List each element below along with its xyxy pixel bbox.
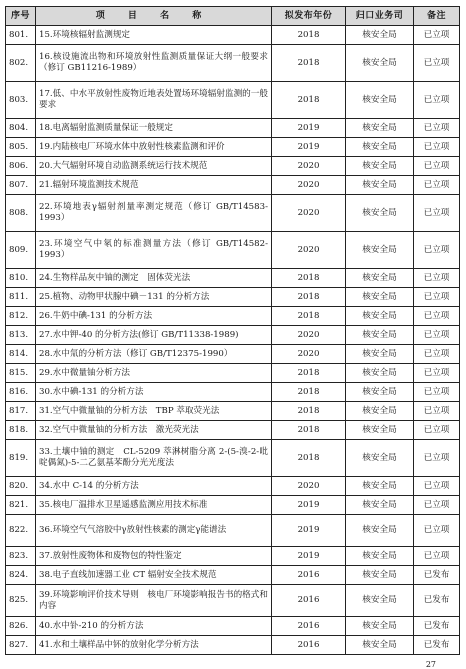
row-project-name: 32.空气中微量铀的分析方法 激光荧光法: [36, 421, 272, 440]
row-year: 2018: [272, 288, 346, 307]
table-row: [6, 547, 460, 566]
row-dept: 核安全局: [346, 345, 414, 364]
row-number: 821.: [6, 496, 36, 515]
row-year: 2016: [272, 636, 346, 655]
row-year: 2016: [272, 617, 346, 636]
row-project-name: 40.水中钋-210 的分析方法: [36, 617, 272, 636]
row-number: 824.: [6, 566, 36, 585]
row-project-name: 29.水中微量铀分析方法: [36, 364, 272, 383]
row-remark: 已立项: [414, 82, 460, 119]
row-dept: 核安全局: [346, 326, 414, 345]
row-year: 2019: [272, 496, 346, 515]
row-year: 2019: [272, 515, 346, 547]
row-dept: 核安全局: [346, 307, 414, 326]
row-project-name: 17.低、中水平放射性废物近地表处置场环境辐射监测的一般要求: [36, 82, 272, 119]
row-dept: 核安全局: [346, 617, 414, 636]
row-dept: 核安全局: [346, 119, 414, 138]
header-remark: 备注: [414, 7, 460, 26]
row-project-name: 15.环境核辐射监测规定: [36, 26, 272, 45]
row-year: 2019: [272, 547, 346, 566]
table-row: [6, 636, 460, 655]
row-number: 816.: [6, 383, 36, 402]
row-number: 814.: [6, 345, 36, 364]
row-number: 822.: [6, 515, 36, 547]
row-project-name: 27.水中钾-40 的分析方法(修订 GB/T11338-1989): [36, 326, 272, 345]
header-project: 项 目 名 称: [36, 7, 272, 26]
row-number: 813.: [6, 326, 36, 345]
row-number: 810.: [6, 269, 36, 288]
row-number: 804.: [6, 119, 36, 138]
row-remark: 已立项: [414, 345, 460, 364]
row-year: 2018: [272, 421, 346, 440]
row-project-name: 35.核电厂温排水卫星遥感监测应用技术标准: [36, 496, 272, 515]
table-row: [6, 515, 460, 547]
row-project-name: 24.生物样品灰中铀的测定 固体荧光法: [36, 269, 272, 288]
row-year: 2020: [272, 477, 346, 496]
row-year: 2018: [272, 307, 346, 326]
row-remark: 已立项: [414, 45, 460, 82]
table-row: [6, 585, 460, 617]
row-year: 2020: [272, 195, 346, 232]
table-row: [6, 421, 460, 440]
row-remark: 已立项: [414, 364, 460, 383]
table-row: [6, 326, 460, 345]
row-project-name: 28.水中氚的分析方法（修订 GB/T12375-1990）: [36, 345, 272, 364]
row-number: 809.: [6, 232, 36, 269]
page-number: 27: [425, 660, 436, 669]
table-row: [6, 617, 460, 636]
row-year: 2018: [272, 402, 346, 421]
row-remark: 已立项: [414, 176, 460, 195]
row-number: 819.: [6, 440, 36, 477]
row-remark: 已立项: [414, 547, 460, 566]
table-row: [6, 402, 460, 421]
row-number: 801.: [6, 26, 36, 45]
row-project-name: 37.放射性废物体和废物包的特性鉴定: [36, 547, 272, 566]
row-year: 2018: [272, 269, 346, 288]
table-header-row: [6, 7, 460, 26]
row-project-name: 30.水中碘-131 的分析方法: [36, 383, 272, 402]
table-row: [6, 477, 460, 496]
row-remark: 已立项: [414, 440, 460, 477]
row-remark: 已立项: [414, 119, 460, 138]
table-row: [6, 307, 460, 326]
row-project-name: 41.水和土壤样品中钚的放射化学分析方法: [36, 636, 272, 655]
row-year: 2020: [272, 157, 346, 176]
row-dept: 核安全局: [346, 269, 414, 288]
row-number: 827.: [6, 636, 36, 655]
row-year: 2020: [272, 232, 346, 269]
row-number: 802.: [6, 45, 36, 82]
row-remark: 已立项: [414, 421, 460, 440]
table-row: [6, 176, 460, 195]
table-row: [6, 364, 460, 383]
row-year: 2018: [272, 440, 346, 477]
row-dept: 核安全局: [346, 232, 414, 269]
row-dept: 核安全局: [346, 45, 414, 82]
row-remark: 已立项: [414, 288, 460, 307]
row-dept: 核安全局: [346, 138, 414, 157]
row-dept: 核安全局: [346, 364, 414, 383]
row-project-name: 34.水中 C-14 的分析方法: [36, 477, 272, 496]
row-dept: 核安全局: [346, 157, 414, 176]
table-row: [6, 496, 460, 515]
row-year: 2019: [272, 138, 346, 157]
row-year: 2018: [272, 26, 346, 45]
row-project-name: 26.牛奶中碘-131 的分析方法: [36, 307, 272, 326]
row-number: 823.: [6, 547, 36, 566]
row-project-name: 18.电离辐射监测质量保证一般规定: [36, 119, 272, 138]
row-project-name: 33.土壤中铀的测定 CL-5209 萃淋树脂分离 2-(5-溴-2-吡啶偶氮)-5-二乙氨基苯酚分光光度法: [36, 440, 272, 477]
table-row: [6, 82, 460, 119]
row-year: 2018: [272, 364, 346, 383]
row-project-name: 25.植物、动物甲状腺中碘－131 的分析方法: [36, 288, 272, 307]
row-remark: 已发布: [414, 636, 460, 655]
row-remark: 已立项: [414, 496, 460, 515]
row-remark: 已立项: [414, 195, 460, 232]
row-dept: 核安全局: [346, 26, 414, 45]
row-number: 817.: [6, 402, 36, 421]
header-dept: 归口业务司: [346, 7, 414, 26]
row-remark: 已立项: [414, 269, 460, 288]
row-year: 2020: [272, 326, 346, 345]
row-year: 2018: [272, 45, 346, 82]
row-number: 825.: [6, 585, 36, 617]
row-remark: 已立项: [414, 138, 460, 157]
table-row: [6, 566, 460, 585]
row-dept: 核安全局: [346, 288, 414, 307]
row-remark: 已立项: [414, 515, 460, 547]
row-number: 812.: [6, 307, 36, 326]
row-project-name: 20.大气辐射环境自动监测系统运行技术规范: [36, 157, 272, 176]
row-dept: 核安全局: [346, 402, 414, 421]
row-dept: 核安全局: [346, 176, 414, 195]
table-row: [6, 195, 460, 232]
row-project-name: 22.环境地表γ辐射剂量率测定规范（修订 GB/T14583-1993）: [36, 195, 272, 232]
row-number: 826.: [6, 617, 36, 636]
row-year: 2020: [272, 176, 346, 195]
row-year: 2019: [272, 119, 346, 138]
row-number: 805.: [6, 138, 36, 157]
row-number: 818.: [6, 421, 36, 440]
table-row: [6, 440, 460, 477]
row-remark: 已发布: [414, 566, 460, 585]
row-number: 820.: [6, 477, 36, 496]
row-remark: 已立项: [414, 383, 460, 402]
row-project-name: 36.环境空气气溶胶中γ放射性核素的测定γ能谱法: [36, 515, 272, 547]
row-dept: 核安全局: [346, 636, 414, 655]
row-remark: 已立项: [414, 477, 460, 496]
row-remark: 已立项: [414, 232, 460, 269]
row-project-name: 39.环境影响评价技术导则 核电厂环境影响报告书的格式和内容: [36, 585, 272, 617]
row-remark: 已发布: [414, 585, 460, 617]
row-number: 807.: [6, 176, 36, 195]
header-seq: 序号: [6, 7, 36, 26]
table-row: [6, 383, 460, 402]
table-row: [6, 232, 460, 269]
row-project-name: 38.电子直线加速器工业 CT 辐射安全技术规范: [36, 566, 272, 585]
row-remark: 已立项: [414, 307, 460, 326]
row-remark: 已发布: [414, 617, 460, 636]
row-project-name: 16.核设施流出物和环境放射性监测质量保证大纲一般要求（修订 GB11216-1989）: [36, 45, 272, 82]
table-row: [6, 26, 460, 45]
row-year: 2018: [272, 383, 346, 402]
row-year: 2016: [272, 566, 346, 585]
row-dept: 核安全局: [346, 515, 414, 547]
row-remark: 已立项: [414, 26, 460, 45]
row-remark: 已立项: [414, 326, 460, 345]
row-dept: 核安全局: [346, 547, 414, 566]
row-dept: 核安全局: [346, 82, 414, 119]
row-project-name: 23.环境空气中氡的标准测量方法（修订 GB/T14582-1993）: [36, 232, 272, 269]
row-dept: 核安全局: [346, 195, 414, 232]
table-row: [6, 157, 460, 176]
table-row: [6, 269, 460, 288]
row-year: 2018: [272, 82, 346, 119]
table-row: [6, 138, 460, 157]
row-number: 806.: [6, 157, 36, 176]
row-dept: 核安全局: [346, 383, 414, 402]
row-remark: 已立项: [414, 402, 460, 421]
header-year: 拟发布年份: [272, 7, 346, 26]
row-dept: 核安全局: [346, 585, 414, 617]
row-dept: 核安全局: [346, 496, 414, 515]
standards-table: [5, 6, 460, 655]
row-dept: 核安全局: [346, 421, 414, 440]
row-number: 815.: [6, 364, 36, 383]
row-year: 2020: [272, 345, 346, 364]
table-row: [6, 345, 460, 364]
row-project-name: 31.空气中微量铀的分析方法 TBP 萃取荧光法: [36, 402, 272, 421]
row-project-name: 21.辐射环境监测技术规范: [36, 176, 272, 195]
row-number: 811.: [6, 288, 36, 307]
row-number: 803.: [6, 82, 36, 119]
row-dept: 核安全局: [346, 477, 414, 496]
table-row: [6, 45, 460, 82]
table-row: [6, 119, 460, 138]
row-number: 808.: [6, 195, 36, 232]
row-project-name: 19.内陆核电厂环境水体中放射性核素监测和评价: [36, 138, 272, 157]
row-dept: 核安全局: [346, 440, 414, 477]
row-year: 2016: [272, 585, 346, 617]
row-remark: 已立项: [414, 157, 460, 176]
table-row: [6, 288, 460, 307]
row-dept: 核安全局: [346, 566, 414, 585]
